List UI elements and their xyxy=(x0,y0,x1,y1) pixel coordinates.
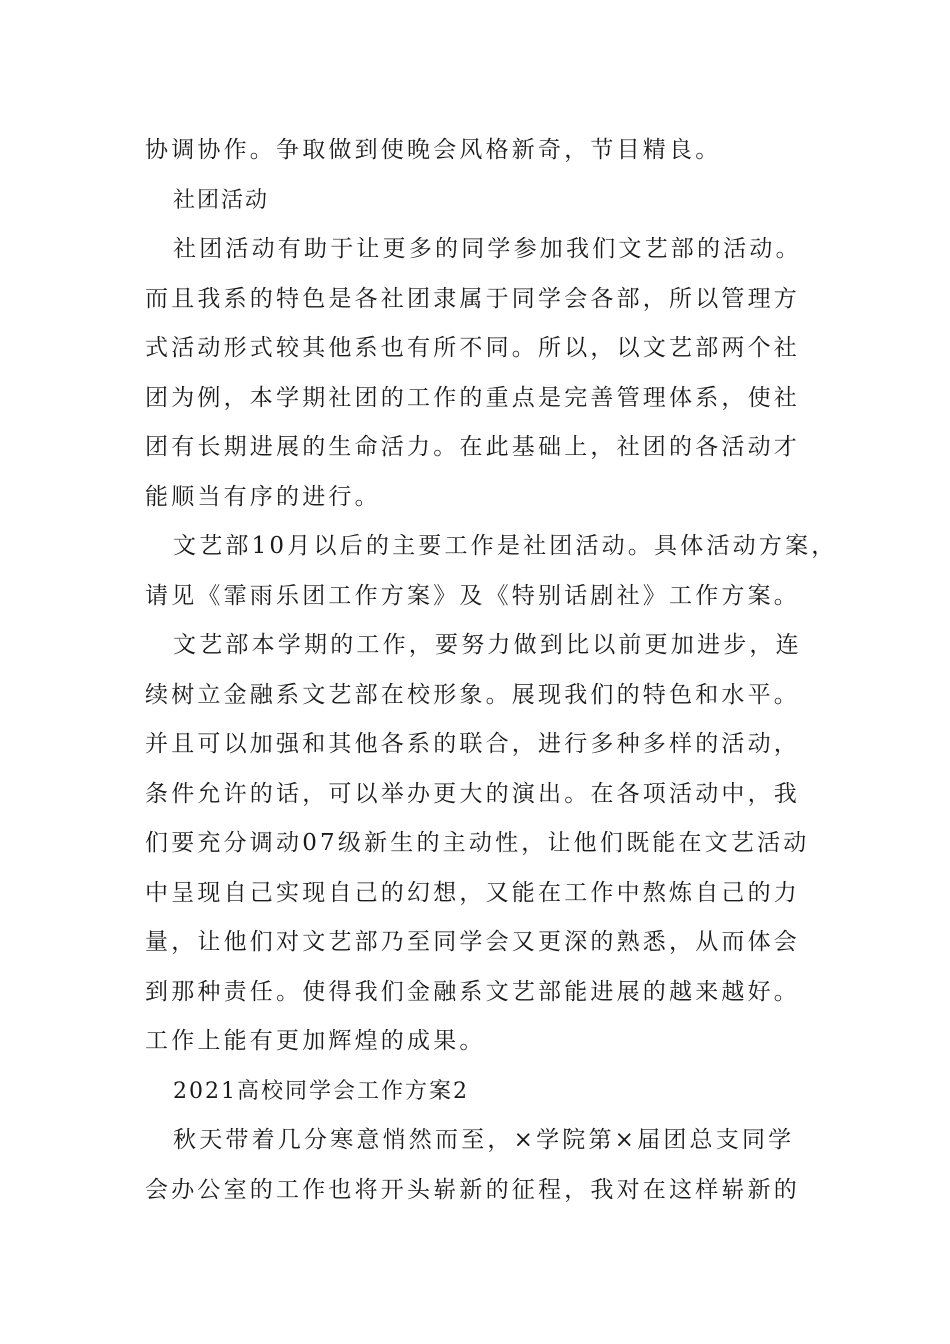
paragraph-line: 工作上能有更加辉煌的成果。 xyxy=(145,1028,486,1054)
paragraph-line: 团有长期进展的生命活力。在此基础上，社团的各活动才 xyxy=(145,434,800,460)
paragraph-line: 量，让他们对文艺部乃至同学会又更深的熟悉，从而体会 xyxy=(145,929,800,955)
paragraph-line: 式活动形式较其他系也有所不同。所以，以文艺部两个社 xyxy=(145,335,800,361)
section-heading: 社团活动 xyxy=(173,187,270,213)
paragraph-line: 能顺当有序的进行。 xyxy=(145,483,381,510)
section-heading: 2021高校同学会工作方案2 xyxy=(173,1078,469,1104)
paragraph-line: 而且我系的特色是各社团隶属于同学会各部，所以管理方 xyxy=(145,285,800,312)
paragraph-line: 到那种责任。使得我们金融系文艺部能进展的越来越好。 xyxy=(145,978,800,1005)
paragraph-line: 们要充分调动07级新生的主动性，让他们既能在文艺活动 xyxy=(145,830,810,856)
paragraph-line: 请见《霏雨乐团工作方案》及《特别话剧社》工作方案。 xyxy=(145,582,800,609)
paragraph-line: 中呈现自己实现自己的幻想，又能在工作中熬炼自己的力 xyxy=(145,879,800,906)
paragraph-line: 续树立金融系文艺部在校形象。展现我们的特色和水平。 xyxy=(145,681,800,708)
paragraph-line: 文艺部10月以后的主要工作是社团活动。具体活动方案， xyxy=(173,533,838,559)
text-line: 协调协作。争取做到使晚会风格新奇，节目精良。 xyxy=(145,137,722,163)
paragraph-line: 并且可以加强和其他各系的联合，进行多种多样的活动， xyxy=(145,731,800,757)
document-body xyxy=(145,126,838,1215)
paragraph-line: 社团活动有助于让更多的同学参加我们文艺部的活动。 xyxy=(173,236,802,262)
paragraph-line: 会办公室的工作也将开头崭新的征程，我对在这样崭新的 xyxy=(145,1176,800,1203)
paragraph-line: 秋天带着几分寒意悄然而至，×学院第×届团总支同学 xyxy=(173,1127,795,1153)
paragraph-line: 团为例，本学期社团的工作的重点是完善管理体系，使社 xyxy=(145,384,800,411)
paragraph-line: 条件允许的话，可以举办更大的演出。在各项活动中，我 xyxy=(145,780,800,807)
paragraph-line: 文艺部本学期的工作，要努力做到比以前更加进步，连 xyxy=(173,632,802,658)
